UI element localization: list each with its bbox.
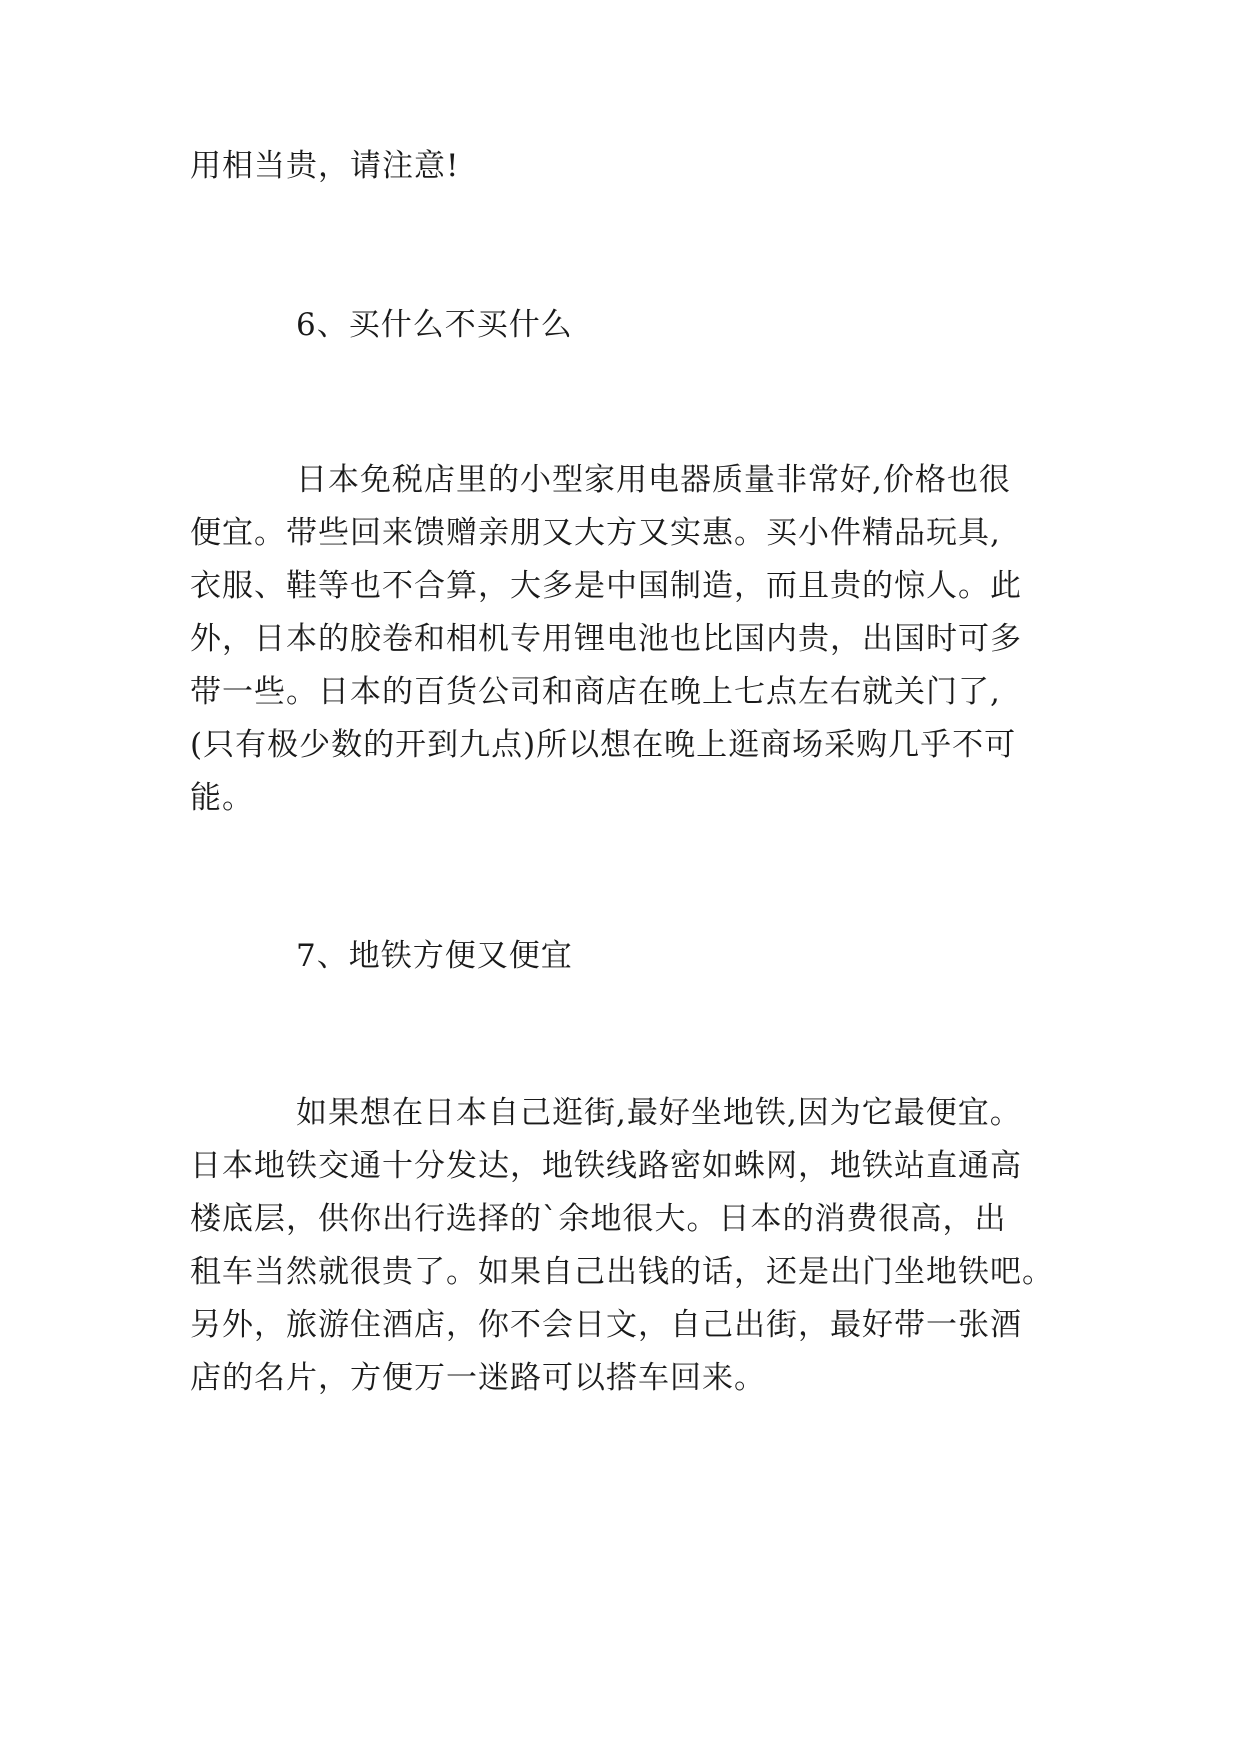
section-7-heading: 7、地铁方便又便宜 <box>296 938 573 974</box>
section-7-paragraph-line: 租车当然就很贵了。如果自己出钱的话，还是出门坐地铁吧。 <box>190 1254 1054 1290</box>
section-6-heading: 6、买什么不买什么 <box>296 307 573 343</box>
section-6-paragraph-line: 带一些。日本的百货公司和商店在晚上七点左右就关门了, <box>190 674 1001 710</box>
section-6-paragraph-line: (只有极少数的开到九点)所以想在晚上逛商场采购几乎不可 <box>190 727 1017 763</box>
section-6-paragraph-line: 外，日本的胶卷和相机专用锂电池也比国内贵，出国时可多 <box>190 621 1022 657</box>
continuation-text: 用相当贵，请注意! <box>190 148 460 184</box>
section-6-paragraph-line: 能。 <box>190 780 254 816</box>
section-7-paragraph-line: 另外，旅游住酒店，你不会日文，自己出街，最好带一张酒 <box>190 1307 1022 1343</box>
section-7-paragraph-line: 日本地铁交通十分发达，地铁线路密如蛛网，地铁站直通高 <box>190 1148 1022 1184</box>
section-6-paragraph-line: 衣服、鞋等也不合算，大多是中国制造，而且贵的惊人。此 <box>190 568 1022 604</box>
section-7-paragraph-line: 如果想在日本自己逛街,最好坐地铁,因为它最便宜。 <box>296 1095 1022 1131</box>
section-7-paragraph-line: 楼底层，供你出行选择的`余地很大。日本的消费很高，出 <box>190 1201 1007 1237</box>
section-6-paragraph-line: 便宜。带些回来馈赠亲朋又大方又实惠。买小件精品玩具, <box>190 515 1001 551</box>
section-6-paragraph-line: 日本免税店里的小型家用电器质量非常好,价格也很 <box>296 462 1011 498</box>
section-7-paragraph-line: 店的名片，方便万一迷路可以搭车回来。 <box>190 1360 766 1396</box>
